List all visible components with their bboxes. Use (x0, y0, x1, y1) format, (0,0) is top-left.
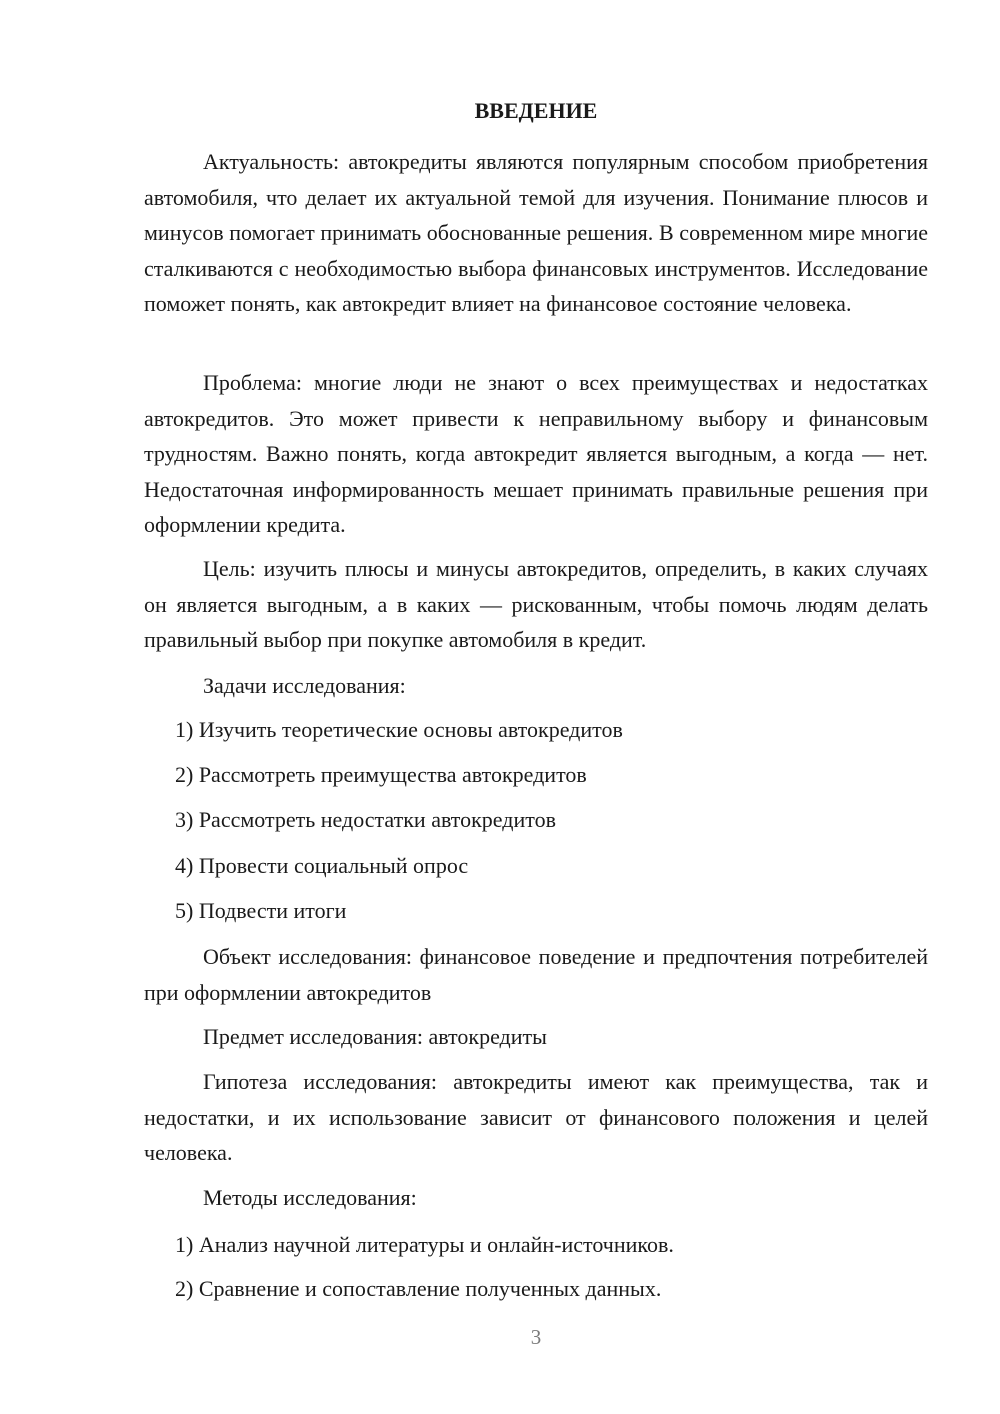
task-item: 4) Провести социальный опрос (175, 853, 469, 878)
method-item: 2) Сравнение и сопоставление полученных данных. (175, 1276, 662, 1301)
task-item: 5) Подвести итоги (175, 898, 347, 923)
methods-heading: Методы исследования: (203, 1185, 417, 1210)
relevance-paragraph: Актуальность: автокредиты являются популярным способом приобретения автомобиля, что делает их актуальной темой для изучения. Понимание плюсов и минусов помогает принимать обоснованные решения. В современном мире многие сталкиваются с необходимостью выбора финансовых инструментов. Исследование поможет понять, как автокредит влияет на финансовое состояние человека. (144, 149, 928, 316)
task-item: 1) Изучить теоретические основы автокредитов (175, 717, 623, 742)
tasks-heading: Задачи исследования: (203, 673, 406, 698)
problem-paragraph: Проблема: многие люди не знают о всех преимуществах и недостатках автокредитов. Это может привести к неправильному выбору и финансовым трудностям. Важно понять, когда автокредит является выгодным, а когда — нет. Недостаточная информированность мешает принимать правильные решения при оформлении кредита. (144, 370, 928, 537)
method-item: 1) Анализ научной литературы и онлайн-источников. (175, 1232, 674, 1257)
subject-paragraph: Предмет исследования: автокредиты (203, 1024, 547, 1049)
page-number: 3 (530, 1325, 542, 1349)
hypothesis-paragraph: Гипотеза исследования: автокредиты имеют как преимущества, так и недостатки, и их использование зависит от финансового положения и целей человека. (144, 1069, 928, 1165)
object-paragraph: Объект исследования: финансовое поведение и предпочтения потребителей при оформлении автокредитов (144, 944, 928, 1005)
goal-paragraph: Цель: изучить плюсы и минусы автокредитов, определить, в каких случаях он является выгодным, а в каких — рискованным, чтобы помочь людям делать правильный выбор при покупке автомобиля в кредит. (144, 556, 928, 652)
task-item: 3) Рассмотреть недостатки автокредитов (175, 807, 556, 832)
task-item: 2) Рассмотреть преимущества автокредитов (175, 762, 587, 787)
section-title: ВВЕДЕНИЕ (474, 98, 598, 123)
